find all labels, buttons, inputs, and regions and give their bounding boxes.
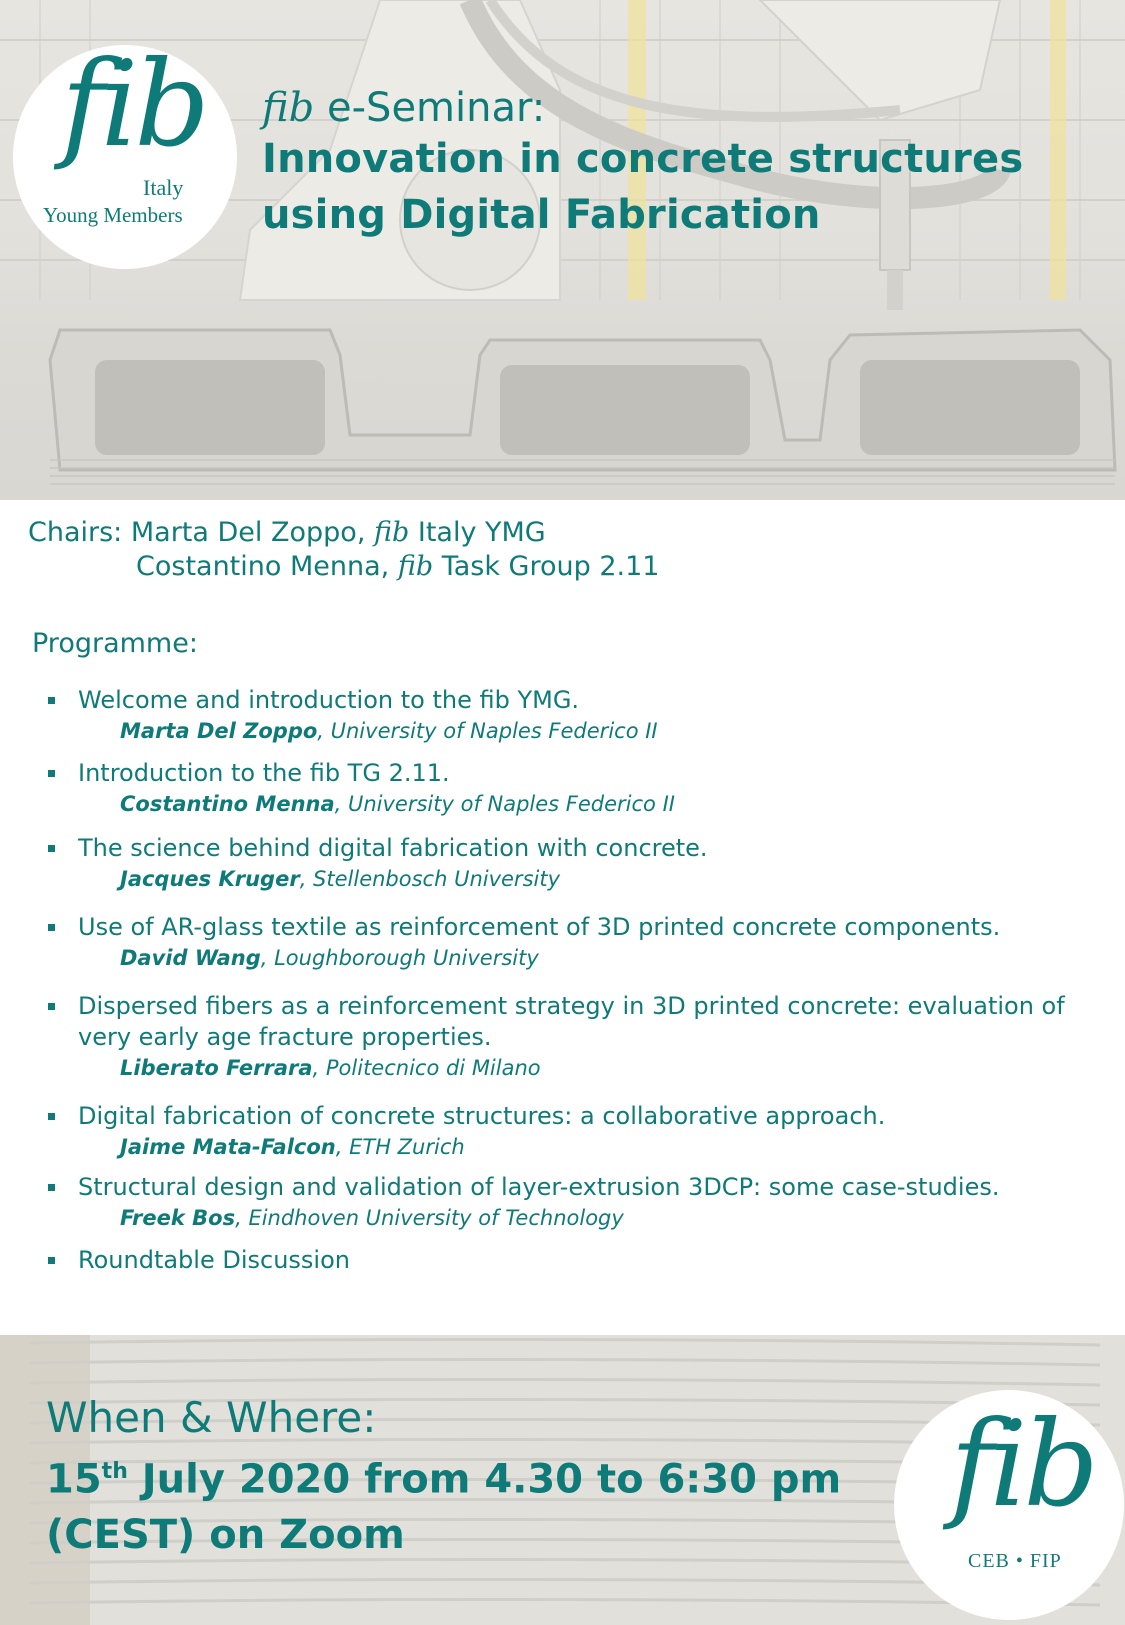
logo-org: CEB • FIP	[968, 1550, 1062, 1572]
bullet-icon	[48, 697, 55, 704]
programme-item	[46, 833, 1106, 894]
programme-item-title: Structural design and validation of layer-extrusion 3DCP: some case-studies.	[78, 1173, 1000, 1201]
programme-item-speaker: Jacques Kruger, Stellenbosch University	[120, 867, 561, 891]
bullet-icon	[48, 845, 55, 852]
programme-list	[46, 685, 1106, 1276]
programme-item	[46, 1172, 1106, 1233]
bullet-icon	[48, 924, 55, 931]
chairs-block	[28, 516, 659, 584]
bullet-icon	[48, 1184, 55, 1191]
chair-1-name: Marta Del Zoppo,	[130, 517, 374, 548]
programme-item-speaker: Jaime Mata-Falcon, ETH Zurich	[120, 1135, 465, 1159]
title-line-2: using Digital Fabrication	[262, 192, 821, 238]
programme-item-title: The science behind digital fabrication with concrete.	[78, 834, 708, 862]
programme-item-speaker: Costantino Menna, University of Naples Federico II	[120, 792, 675, 816]
programme-item-title: Introduction to the fib TG 2.11.	[78, 759, 450, 787]
bullet-icon	[48, 1113, 55, 1120]
chairs-label: Chairs:	[28, 517, 131, 548]
programme-item	[46, 685, 1106, 746]
fib-italy-young-members-logo	[13, 35, 237, 269]
event-date: 15th July 2020 from 4.30 to 6:30 pm	[46, 1456, 842, 1503]
programme-item	[46, 1245, 1106, 1276]
chair-row-1	[28, 516, 659, 550]
programme-item-title: Use of AR-glass textile as reinforcement of 3D printed concrete components.	[78, 913, 1001, 941]
logo-country: Italy	[143, 175, 184, 200]
programme-item-title: Dispersed fibers as a reinforcement strategy in 3D printed concrete: evaluation of very early age fracture properties.	[78, 992, 1065, 1051]
chair-1-affiliation: Italy YMG	[409, 517, 546, 548]
programme-item-speaker: Liberato Ferrara, Politecnico di Milano	[120, 1056, 541, 1080]
chair-1-fib: fib	[373, 517, 410, 548]
programme-item-speaker: David Wang, Loughborough University	[120, 946, 539, 970]
bullet-icon	[48, 1257, 55, 1264]
bullet-icon	[48, 770, 55, 777]
bullet-icon	[48, 1003, 55, 1010]
header-photo	[0, 0, 1125, 500]
when-where-label: When & Where:	[46, 1393, 377, 1442]
chair-row-2	[28, 550, 659, 584]
seminar-title-block	[262, 85, 1082, 243]
programme-item	[46, 991, 1106, 1083]
programme-item-title: Digital fabrication of concrete structures: a collaborative approach.	[78, 1102, 886, 1130]
programme-item	[46, 1101, 1106, 1162]
programme-item-title: Roundtable Discussion	[78, 1246, 350, 1274]
fib-ceb-fip-logo	[894, 1390, 1124, 1620]
programme-item-speaker: Freek Bos, Eindhoven University of Technology	[120, 1206, 624, 1230]
seminar-label-text: e-Seminar:	[314, 85, 546, 131]
programme-item	[46, 758, 1106, 819]
programme-item-speaker: Marta Del Zoppo, University of Naples Federico II	[120, 719, 658, 743]
seminar-label	[262, 85, 1082, 131]
logo-group: Young Members	[43, 203, 183, 227]
event-platform: (CEST) on Zoom	[46, 1512, 405, 1559]
chair-2-affiliation: Task Group 2.11	[433, 551, 660, 582]
title-line-1: Innovation in concrete structures	[262, 136, 1024, 182]
date-suffix: th	[101, 1459, 128, 1484]
chair-2-name: Costantino Menna,	[136, 551, 398, 582]
logo-fib-wordmark: fib	[61, 35, 206, 173]
chair-2-fib: fib	[397, 551, 434, 582]
when-where-block	[46, 1392, 866, 1563]
programme-heading: Programme:	[32, 628, 198, 659]
programme-item-title: Welcome and introduction to the fib YMG.	[78, 686, 580, 714]
seminar-fib-prefix: fib	[262, 85, 315, 131]
programme-item	[46, 912, 1106, 973]
logo-fib-wordmark: fib	[950, 1395, 1095, 1533]
